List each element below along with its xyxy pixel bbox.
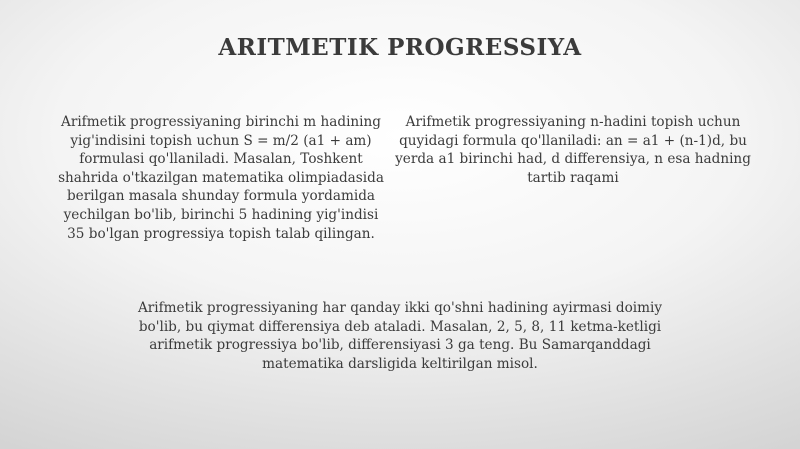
- difference-definition-paragraph: Arifmetik progressiyaning har qanday ikki qo'shni hadining ayirmasi doimiy bo'lib, bu qiymat differensiya deb ataladi. Masalan, 2, 5, 8, 11 ketma-ketligi arifmetik progressiya bo'lib, differensiyasi 3 ga teng. Bu Samarqanddagi matematika darsligida keltirilgan misol.: [137, 300, 663, 372]
- sum-formula-paragraph: Arifmetik progressiyaning birinchi m hadining yig'indisini topish uchun S = m/2 (a1 + am) formulasi qo'llaniladi. Masalan, Toshkent shahrida o'tkazilgan matematika olimpiadasida berilgan masala shunday formula yordamida yechilgan bo'lib, birinchi 5 hadining yig'indisi 35 bo'lgan progressiya topish talab qilingan.: [58, 114, 384, 242]
- slide-title: ARITMETIK PROGRESSIYA: [218, 34, 582, 61]
- nth-term-formula-paragraph: Arifmetik progressiyaning n-hadini topish uchun quyidagi formula qo'llaniladi: an = a1 + (n-1)d, bu yerda a1 birinchi had, d differensiya, n esa hadning tartib raqami: [395, 114, 751, 186]
